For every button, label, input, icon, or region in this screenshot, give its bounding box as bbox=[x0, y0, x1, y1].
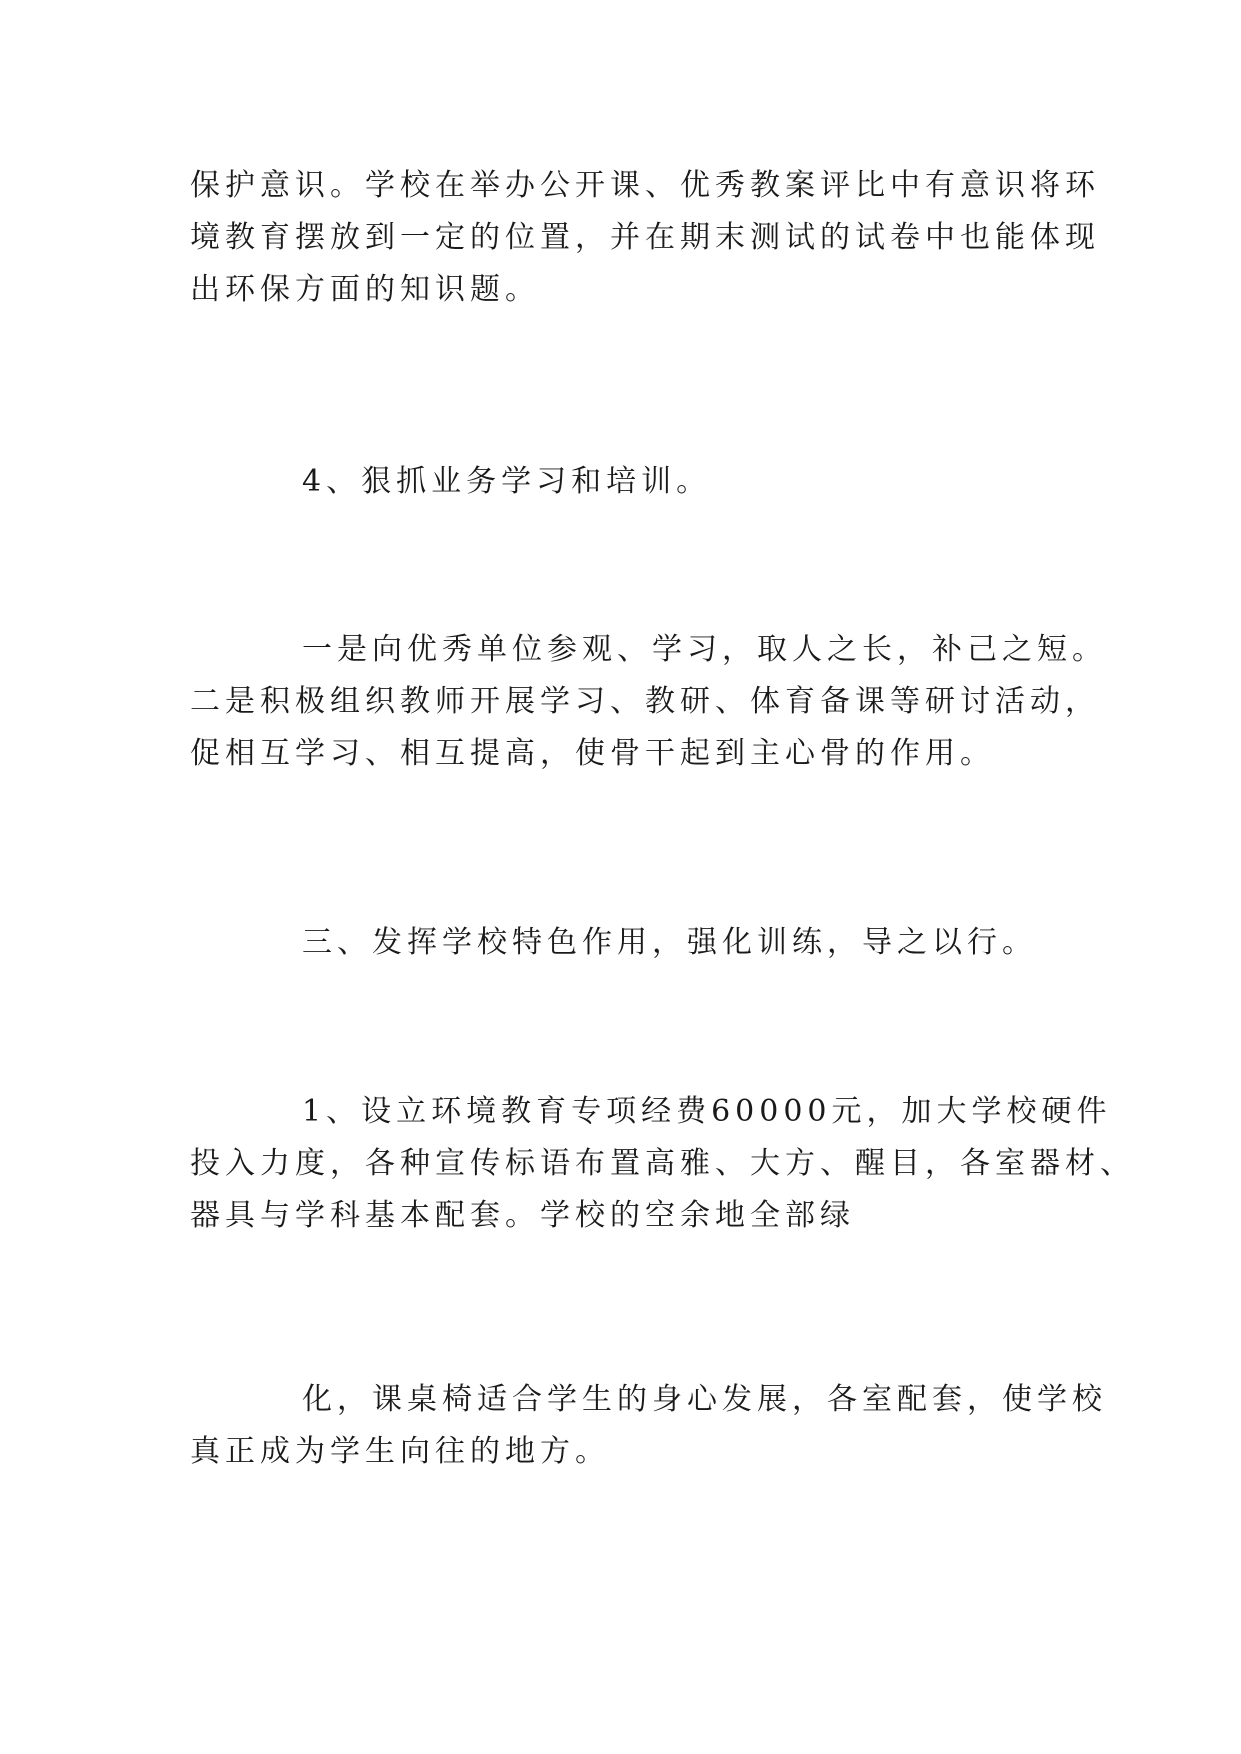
paragraph-greening bbox=[190, 1374, 1107, 1478]
paragraph-line: 二是积极组织教师开展学习、教研、体育备课等研讨活动， bbox=[190, 684, 1100, 719]
paragraph-line: 促相互学习、相互提高，使骨干起到主心骨的作用。 bbox=[190, 736, 995, 771]
paragraph-line: 器具与学科基本配套。学校的空余地全部绿 bbox=[190, 1198, 855, 1233]
paragraph-line: 一是向优秀单位参观、学习，取人之长，补己之短。 bbox=[302, 632, 1107, 667]
paragraph-environment-awareness bbox=[190, 160, 1100, 316]
paragraph-line: 境教育摆放到一定的位置，并在期末测试的试卷中也能体现 bbox=[190, 220, 1100, 255]
section-heading-training bbox=[190, 456, 1060, 508]
paragraph-line: 出环保方面的知识题。 bbox=[190, 272, 540, 307]
paragraph-line: 真正成为学生向往的地方。 bbox=[190, 1434, 610, 1469]
section-heading-school-features bbox=[190, 917, 1060, 969]
heading-line: 三、发挥学校特色作用，强化训练，导之以行。 bbox=[302, 925, 1037, 960]
paragraph-line: 保护意识。学校在举办公开课、优秀教案评比中有意识将环 bbox=[190, 168, 1100, 203]
paragraph-line: 投入力度，各种宣传标语布置高雅、大方、醒目，各室器材、 bbox=[190, 1146, 1135, 1181]
paragraph-training-details bbox=[190, 624, 1107, 780]
heading-line: 4、狠抓业务学习和培训。 bbox=[302, 464, 712, 499]
paragraph-funding bbox=[190, 1086, 1135, 1242]
paragraph-line: 化，课桌椅适合学生的身心发展，各室配套，使学校 bbox=[302, 1382, 1107, 1417]
paragraph-line: 1、设立环境教育专项经费60000元，加大学校硬件 bbox=[302, 1094, 1112, 1129]
